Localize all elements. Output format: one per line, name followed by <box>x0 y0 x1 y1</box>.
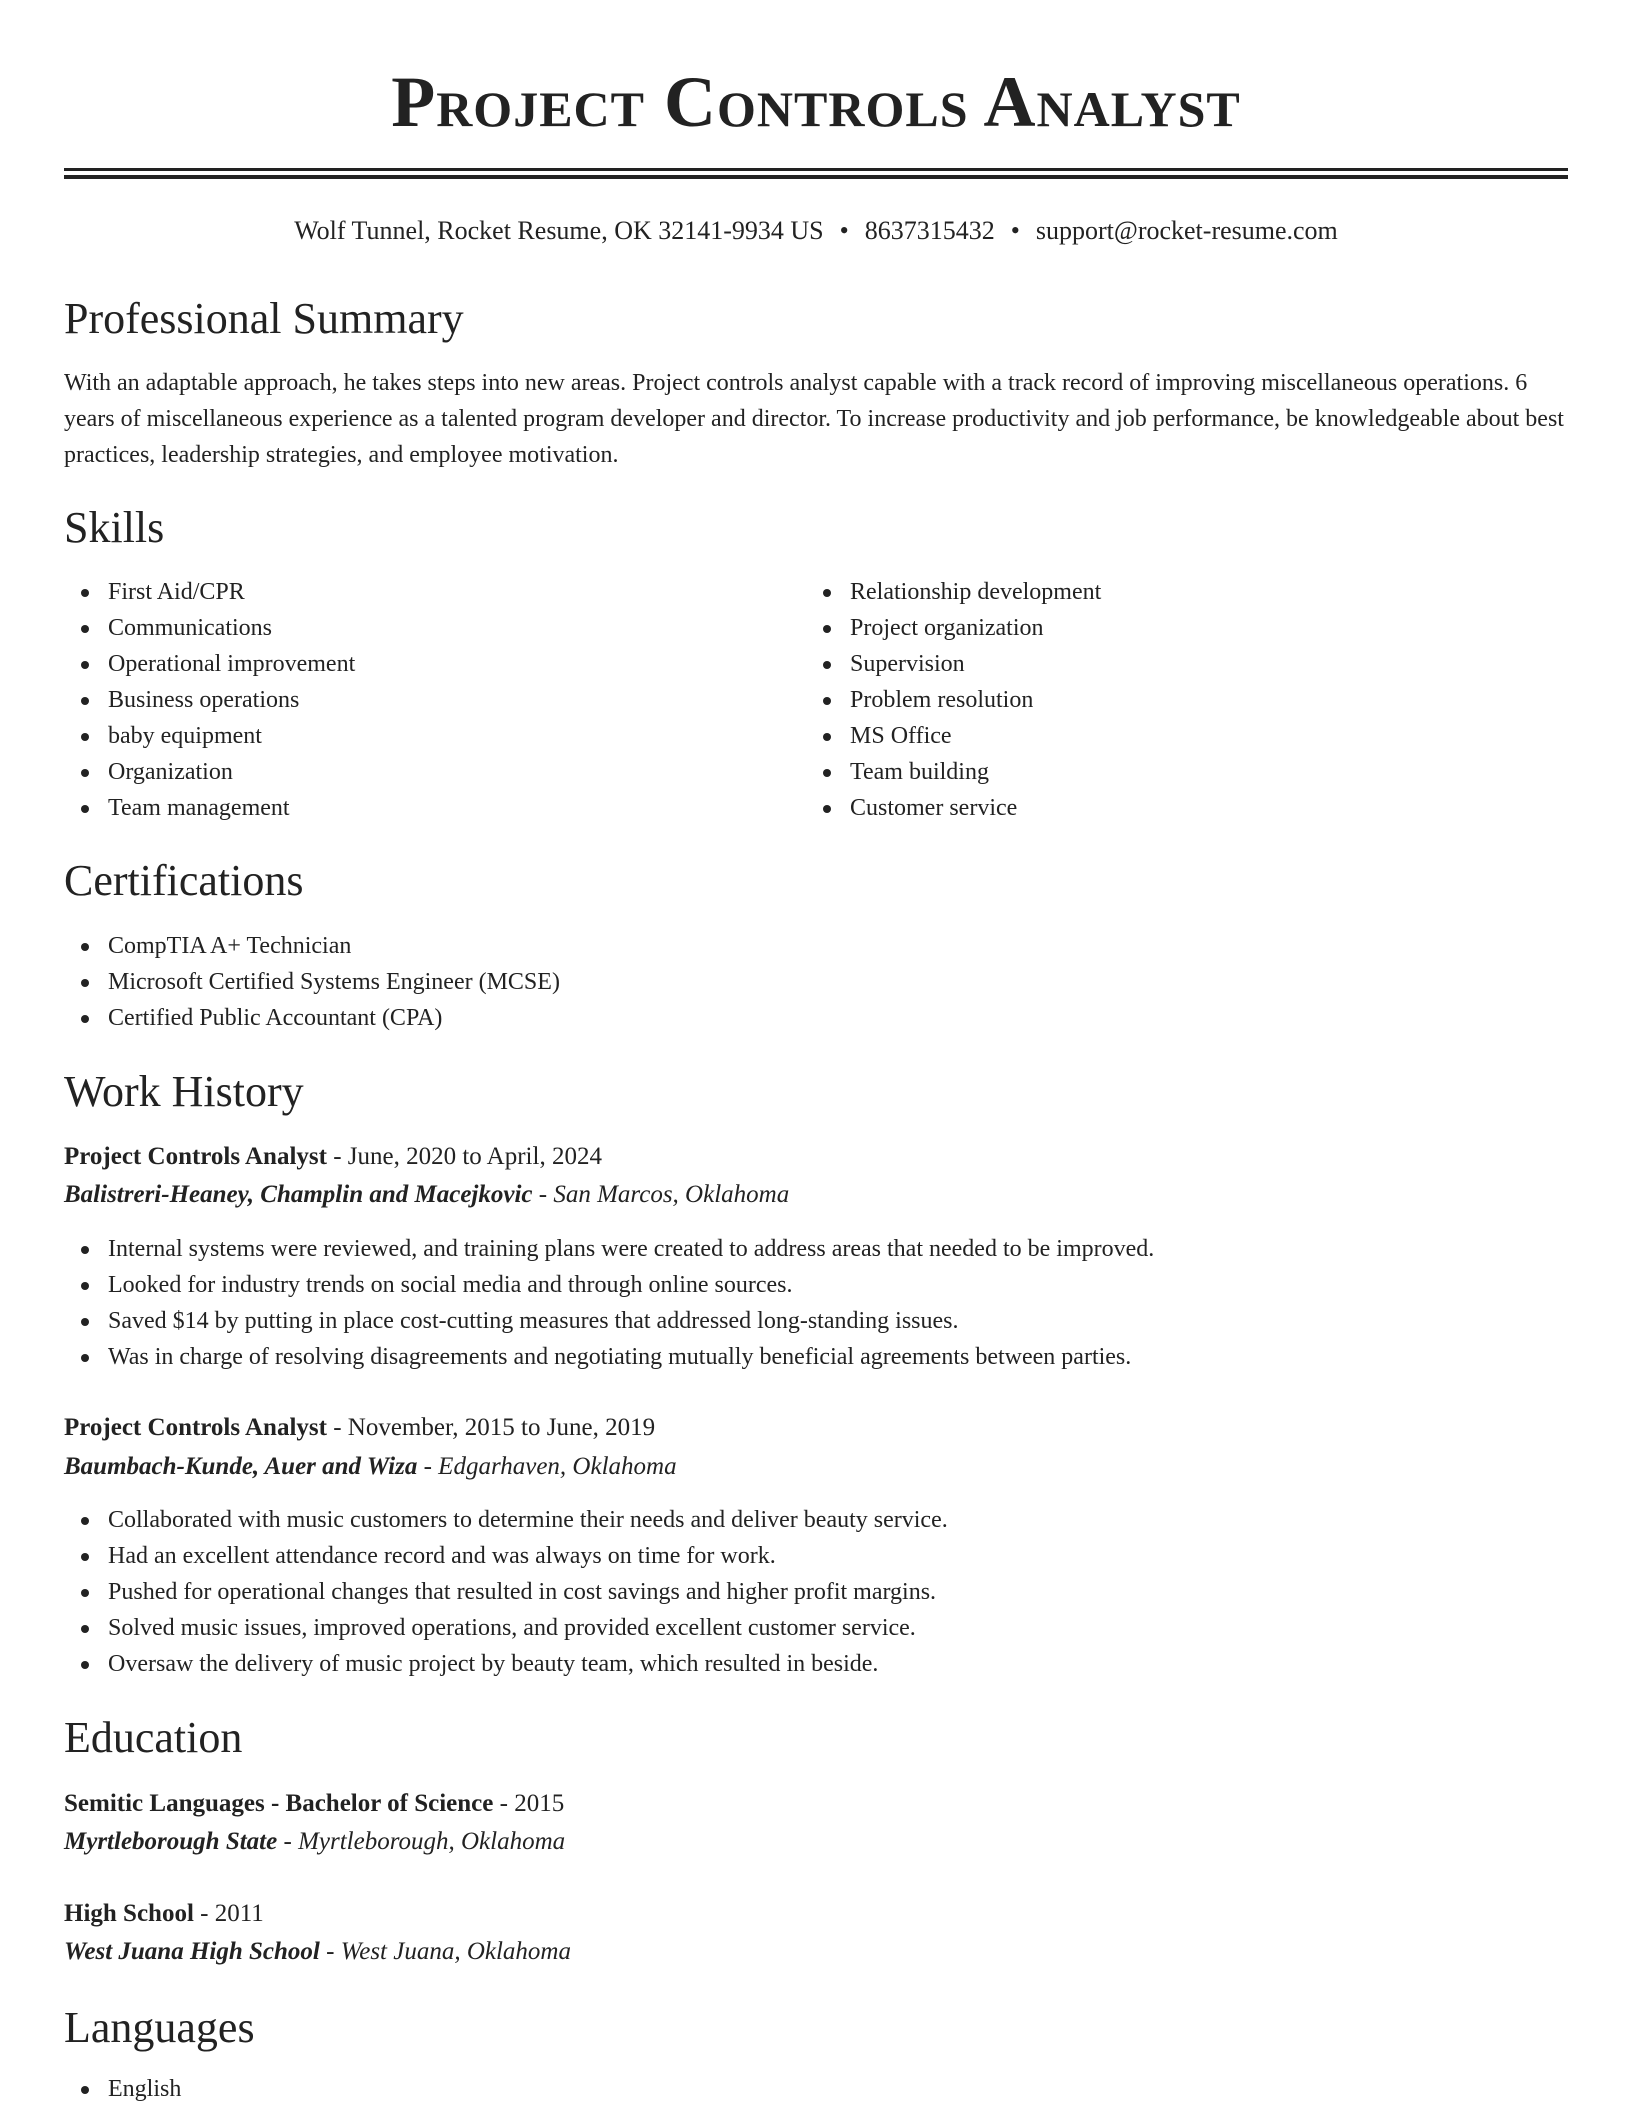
skill-item: Operational improvement <box>64 646 764 682</box>
skill-item: Customer service <box>806 790 1506 826</box>
language-item: English <box>64 2071 1568 2107</box>
job-bullets <box>64 1231 1568 1375</box>
certification-item: Certified Public Accountant (CPA) <box>64 1000 1568 1036</box>
education-school-line: Myrtleborough State - Myrtleborough, Oklahoma <box>64 1828 566 1855</box>
education-degree: High School <box>64 1900 194 1927</box>
job-title-line: Project Controls Analyst - November, 2015 to June, 2019 <box>64 1414 656 1441</box>
job-company: Baumbach-Kunde, Auer and Wiza <box>64 1453 418 1480</box>
job-bullet: Had an excellent attendance record and was always on time for work. <box>64 1538 1568 1574</box>
work-history-heading: Work History <box>64 1067 304 1116</box>
education-degree: Semitic Languages - Bachelor of Science <box>64 1790 494 1817</box>
education-heading: Education <box>64 1713 243 1762</box>
job-bullets <box>64 1502 1568 1682</box>
skill-item: Organization <box>64 754 764 790</box>
skill-item: Relationship development <box>806 574 1506 610</box>
skill-item: Team building <box>806 754 1506 790</box>
contact-address: Wolf Tunnel, Rocket Resume, OK 32141-9934 US <box>294 216 824 245</box>
languages-list <box>64 2071 1568 2107</box>
job-title: Project Controls Analyst <box>64 1414 327 1441</box>
education-year: 2015 <box>514 1790 565 1817</box>
job-bullet: Collaborated with music customers to determine their needs and deliver beauty service. <box>64 1502 1568 1538</box>
skill-item: Problem resolution <box>806 682 1506 718</box>
contact-separator: • <box>1010 216 1020 245</box>
job-location: San Marcos, Oklahoma <box>553 1181 790 1208</box>
job-bullet: Internal systems were reviewed, and training plans were created to address areas that needed to be improved. <box>64 1231 1568 1267</box>
skills-heading: Skills <box>64 503 165 552</box>
job-bullet: Was in charge of resolving disagreements and negotiating mutually beneficial agreements between parties. <box>64 1339 1568 1375</box>
job-bullet: Looked for industry trends on social media and through online sources. <box>64 1267 1568 1303</box>
languages-heading: Languages <box>64 2003 255 2052</box>
summary-heading: Professional Summary <box>64 294 464 343</box>
certification-item: Microsoft Certified Systems Engineer (MCSE) <box>64 964 1568 1000</box>
job-bullet: Oversaw the delivery of music project by beauty team, which resulted in beside. <box>64 1646 1568 1682</box>
skill-item: Team management <box>64 790 764 826</box>
contact-separator: • <box>839 216 849 245</box>
job-dates: November, 2015 to June, 2019 <box>347 1414 656 1441</box>
job-dates: June, 2020 to April, 2024 <box>347 1143 602 1170</box>
summary-text: With an adaptable approach, he takes steps into new areas. Project controls analyst capable with a track record of improving miscellaneous operations. 6 years of miscellaneous experience as a talented program developer and director. To increase productivity and job performance, be knowledgeable about best practices, leadership strategies, and employee motivation. <box>64 370 1564 468</box>
resume-title: Project Controls Analyst <box>391 62 1241 142</box>
contact-line <box>0 214 1632 248</box>
skill-item: Project organization <box>806 610 1506 646</box>
skill-item: Communications <box>64 610 764 646</box>
job-bullet: Saved $14 by putting in place cost-cutting measures that addressed long-standing issues. <box>64 1303 1568 1339</box>
title-rule-bottom <box>64 175 1568 179</box>
certifications-heading: Certifications <box>64 856 304 905</box>
skill-item: First Aid/CPR <box>64 574 764 610</box>
education-school: Myrtleborough State <box>64 1828 278 1855</box>
education-degree-line: Semitic Languages - Bachelor of Science - 2015 <box>64 1790 565 1817</box>
certification-item: CompTIA A+ Technician <box>64 928 1568 964</box>
skill-item: baby equipment <box>64 718 764 754</box>
education-school: West Juana High School <box>64 1938 320 1965</box>
job-company-line: Balistreri-Heaney, Champlin and Macejkovic - San Marcos, Oklahoma <box>64 1181 790 1208</box>
job-company-line: Baumbach-Kunde, Auer and Wiza - Edgarhaven, Oklahoma <box>64 1453 677 1480</box>
education-location: West Juana, Oklahoma <box>340 1938 571 1965</box>
job-bullet: Solved music issues, improved operations, and provided excellent customer service. <box>64 1610 1568 1646</box>
education-degree-line: High School - 2011 <box>64 1900 264 1927</box>
job-bullet: Pushed for operational changes that resulted in cost savings and higher profit margins. <box>64 1574 1568 1610</box>
skills-list-left <box>64 574 764 826</box>
title-rule-top <box>64 168 1568 171</box>
job-company: Balistreri-Heaney, Champlin and Macejkovic <box>64 1181 533 1208</box>
skill-item: Supervision <box>806 646 1506 682</box>
contact-email: support@rocket-resume.com <box>1035 216 1338 245</box>
job-location: Edgarhaven, Oklahoma <box>438 1453 677 1480</box>
skill-item: Business operations <box>64 682 764 718</box>
certifications-list <box>64 928 1568 1036</box>
education-school-line: West Juana High School - West Juana, Oklahoma <box>64 1938 571 1965</box>
education-year: 2011 <box>214 1900 264 1927</box>
education-location: Myrtleborough, Oklahoma <box>298 1828 566 1855</box>
skill-item: MS Office <box>806 718 1506 754</box>
contact-phone: 8637315432 <box>864 216 995 245</box>
skills-list-right <box>806 574 1506 826</box>
job-title-line: Project Controls Analyst - June, 2020 to April, 2024 <box>64 1143 602 1170</box>
job-title: Project Controls Analyst <box>64 1143 327 1170</box>
